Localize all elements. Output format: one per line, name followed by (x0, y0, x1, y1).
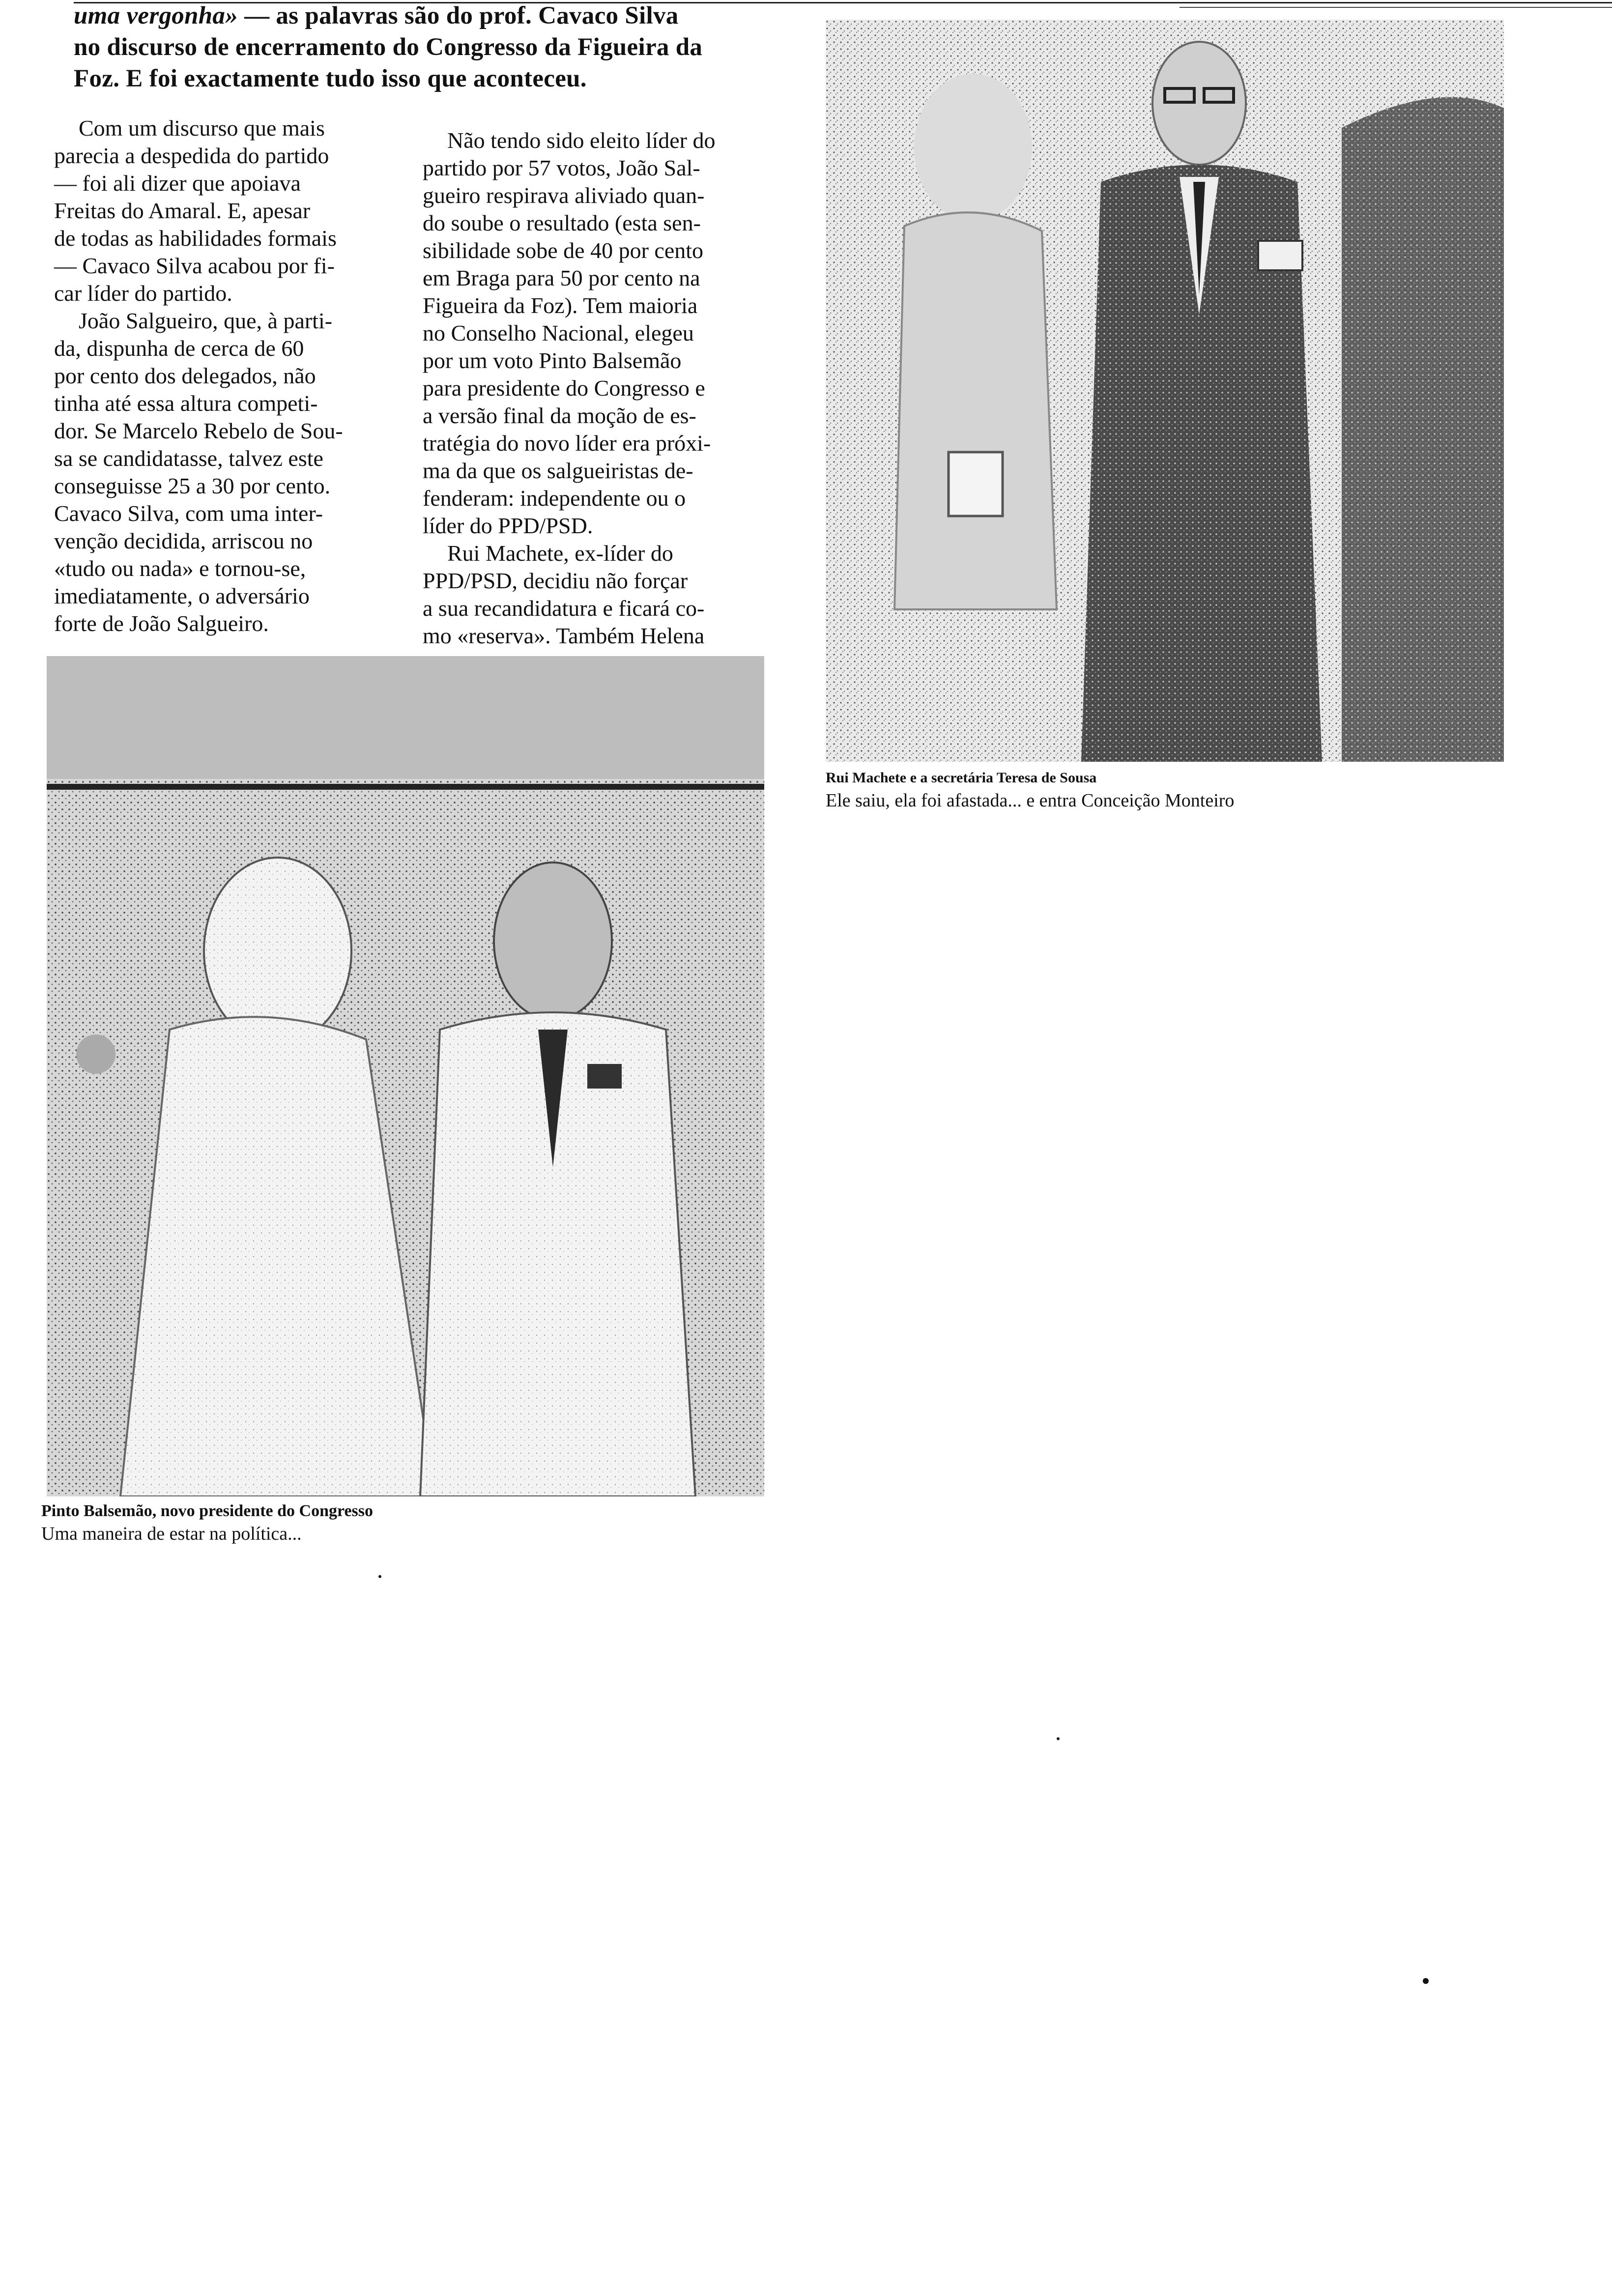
column-line: Figueira da Foz). Tem maioria (423, 293, 698, 318)
column-line: por um voto Pinto Balsemão (423, 348, 682, 373)
column-line: João Salgueiro, que, à parti- (79, 308, 333, 333)
column-line: líder do PPD/PSD. (423, 513, 593, 538)
headline-quote: uma vergonha» (74, 2, 238, 29)
column-line: Com um discurso que mais (79, 115, 325, 141)
column-line: conseguisse 25 a 30 por cento. (54, 473, 331, 498)
headline-line-2: no discurso de encerramento do Congresso da Figueira da (74, 33, 703, 61)
column-line: da, dispunha de cerca de 60 (54, 336, 304, 361)
column-line: parecia a despedida do partido (54, 143, 329, 168)
caption-right-title: Rui Machete e a secretária Teresa de Sousa (826, 770, 1097, 786)
caption-right (826, 767, 1234, 812)
article-column-1 (54, 115, 393, 637)
scan-speck (1057, 1737, 1060, 1740)
headline-line-1 (74, 0, 801, 31)
column-line: forte de João Salgueiro. (54, 611, 269, 636)
column-line: por cento dos delegados, não (54, 363, 316, 388)
column-line: «tudo ou nada» e tornou-se, (54, 556, 306, 581)
photo-pinto-balsemao-image (47, 656, 764, 1496)
column-line: venção decidida, arriscou no (54, 528, 313, 553)
column-line: partido por 57 votos, João Sal- (423, 155, 700, 180)
column-line: ma da que os salgueiristas de- (423, 458, 693, 483)
caption-left-title: Pinto Balsemão, novo presidente do Congresso (41, 1502, 374, 1520)
column-line: Rui Machete, ex-líder do (447, 541, 673, 566)
column-line: sa se candidatasse, talvez este (54, 446, 323, 471)
column-line: a versão final da moção de es- (423, 403, 696, 428)
column-line: imediatamente, o adversário (54, 583, 310, 608)
column-line: dor. Se Marcelo Rebelo de Sou- (54, 418, 343, 443)
column-line: PPD/PSD, decidiu não forçar (423, 568, 688, 593)
column-line: sibilidade sobe de 40 por cento (423, 238, 704, 263)
article-column-2 (423, 127, 757, 650)
column-line: Freitas do Amaral. E, apesar (54, 198, 311, 223)
column-line: a sua recandidatura e ficará co- (423, 596, 705, 621)
top-rule-right (1180, 7, 1612, 8)
headline-line-3: Foz. E foi exactamente tudo isso que aconteceu. (74, 65, 587, 92)
photo-rui-machete-image (826, 20, 1504, 762)
column-line: tratégia do novo líder era próxi- (423, 430, 711, 456)
column-line: fenderam: independente ou o (423, 486, 686, 511)
column-line: no Conselho Nacional, elegeu (423, 320, 694, 345)
column-line: — Cavaco Silva acabou por fi- (54, 253, 335, 278)
column-line: — foi ali dizer que apoiava (54, 171, 301, 196)
column-line: gueiro respirava aliviado quan- (423, 183, 705, 208)
column-line: Cavaco Silva, com uma inter- (54, 501, 323, 526)
column-line: car líder do partido. (54, 281, 232, 306)
headline-line-1-rest: — as palavras são do prof. Cavaco Silva (238, 2, 679, 29)
column-line: para presidente do Congresso e (423, 375, 705, 401)
column-line: do soube o resultado (esta sen- (423, 210, 701, 235)
column-line: de todas as habilidades formais (54, 226, 337, 251)
photo-pinto-balsemao (47, 656, 764, 1496)
column-line: tinha até essa altura competi- (54, 391, 318, 416)
column-line: mo «reserva». Também Helena (423, 623, 705, 648)
column-line: Não tendo sido eleito líder do (447, 128, 716, 153)
caption-left-text: Uma maneira de estar na política... (41, 1523, 302, 1544)
caption-right-text: Ele saiu, ela foi afastada... e entra Conceição Monteiro (826, 790, 1235, 811)
photo-rui-machete (826, 20, 1504, 762)
headline (74, 0, 801, 94)
scan-speck (1423, 1978, 1429, 1984)
column-line: em Braga para 50 por cento na (423, 265, 700, 290)
caption-left (41, 1500, 373, 1545)
scan-speck (378, 1575, 381, 1578)
